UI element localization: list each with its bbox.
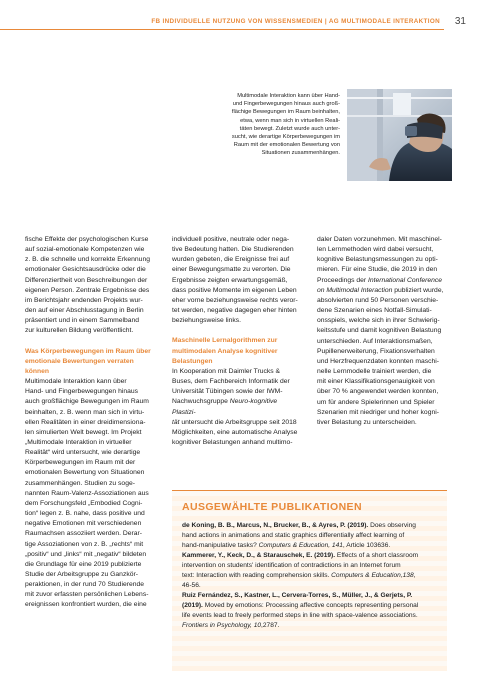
publications-box (172, 490, 447, 671)
publication-entry: Kammerer, Y., Keck, D., & Starauschek, E. (2019). Effects of a short classroom intervention on students' identification of contradictions in an Internet forum text: Interaction with reading comprehension skills. Computers & Education,138, 46-56. (182, 552, 419, 589)
running-title: FB INDIVIDUELLE NUTZUNG VON WISSENSMEDIEN | AG MULTIMODALE INTERAKTION (151, 18, 440, 25)
publication-entry: Ruiz Fernández, S., Kastner, L., Cervera-Torres, S., Müller, J., & Gerjets, P. (2019). Moved by emotions: Processing affective concepts representing personal life events lead to freely performed steps in line with space-valence associations. Frontiers in Psychology, 10,2787. (182, 592, 419, 629)
caption-line: sucht, wie derartige Körperbewegungen im (231, 134, 340, 141)
header-rule (0, 29, 444, 30)
section-heading: Maschinelle Lernalgorithmen zur multimodalen Analyse kognitiver Belastungen (172, 337, 278, 365)
photo-caption (180, 92, 340, 158)
publications-list (182, 521, 440, 631)
caption-line: Situationen zusammenhängen. (261, 150, 340, 157)
page-number: 31 (454, 16, 466, 27)
publications-title: AUSGEWÄHLTE PUBLIKATIONEN (182, 501, 362, 513)
photo-illustration (347, 89, 452, 181)
caption-line: etwa, wenn man sich in virtuellen Reali- (240, 117, 340, 124)
section-heading: Was Körperbewegungen im Raum über emotionale Bewertungen verraten können (25, 347, 151, 375)
text-column-3 (317, 235, 445, 428)
text-column-2 (172, 235, 300, 448)
caption-line: Raum mit der emotionalen Bewertung von (233, 142, 340, 149)
caption-line: täten bewegt. Zuletzt wurde auch unter- (239, 125, 340, 132)
paragraph: fische Effekte der psychologischen Kurse auf sozial-emotionale Kompetenzen wie z. B. die schnelle und korrekte Erkennung emotionaler Gesichtsausdrücke oder die Differenziertheit von Beschreibungen der eigenen Person. Zentrale Ergebnisse des im Berichtsjahr endenden Projekts wur- den auf einer Abschlusstagung in Berlin präsentiert und in einem Sammelband zur kulturellen Bildung veröffentlicht. (25, 236, 150, 335)
caption-line: und Fingerbewegungen hinaus auch groß- (232, 101, 340, 108)
vr-headset-photo (347, 89, 452, 181)
text-column-1 (25, 235, 153, 611)
paragraph: individuell positive, neutrale oder nega- tive Bedeutung hatten. Die Studierenden wurden gebeten, die Ereignisse frei auf einer Bewegungsmatte zu verorten. Die Ergebnisse zeigten erwartungsgemäß, dass positive Momente im eigenen Leben eher vorne beziehungsweise rechts veror- tet werden, negative dagegen eher hinten beziehungsweise links. (172, 236, 298, 325)
paragraph: daler Daten vorzunehmen. Mit maschinel- len Lernmethoden wird dabei versucht, kognitive Belastungsmessungen zu opti- mieren. Für eine Studie, die 2019 in den Proceedings der International Conference on Multimodal Interaction publiziert wurde, absolvierten rund 50 Personen verschie- dene Szenarien eines Notfall-Simulati- onsspiels, welche sich in ihrer Schwierig- keitsstufe und damit kognitiven Belastung unterschieden. Auf Interaktionsmaßen, Pupillenerweiterung, Fixationsverhalten und Herzfrequenzdaten konnten maschi- nelle Lernmodelle trainiert werden, die mit einer Klassifikationsgenauigkeit von über 70 % angewendet werden konnten, um für andere Spielerinnen und Spieler Szenarien mit niedriger und hoher kogni- tiver Belastung zu unterscheiden. (317, 236, 444, 426)
paragraph: Multimodale Interaktion kann über Hand- und Fingerbewegungen hinaus auch großflächige Bewegungen im Raum beinhalten, z. B. wenn man sich in virtu- ellen Realitäten in einer dreidimensiona- len simulierten Welt bewegt. Im Projekt „Multimodale Interaktion in virtueller Realität“ wird untersucht, wie derartige Körperbewegungen im Raum mit der emotionalen Bewertung von Situationen zusammenhängen. Studien zu soge- nannten Raum-Valenz-Assoziationen aus dem Forschungsfeld „Embodied Cogni- tion“ legen z. B. nahe, dass positive und negative Emotionen mit verschiedenen Raumachsen assoziiert werden. Derar- tige Assoziationen von z. B. „rechts“ mit „positiv“ und „links“ mit „negativ“ bildeten die Grundlage für eine 2019 publizierte Studie der Arbeitsgruppe zu Ganzkör- peraktionen, in der rund 70 Studierende mit zuvor erfassten persönlichen Lebens- ereignissen konfrontiert wurden, die eine (25, 378, 149, 609)
paragraph: In Kooperation mit Daimler Trucks & Buses, dem Fachbereich Informatik der Universität Tübingen sowie der IWM- Nachwuchsgruppe Neuro-kognitive Plastizi- tät untersucht die Arbeitsgruppe seit 2018 Möglichkeiten, eine automatische Analyse kognitiver Belastungen anhand multimo- (172, 367, 298, 446)
publication-entry: de Koning, B. B., Marcus, N., Brucker, B., & Ayres, P. (2019). Does observing hand actions in animations and static graphics differentially affect learning of hand-manipulative tasks? Computers & Education, 141, Article 103636. (182, 522, 416, 549)
caption-line: Multimodale Interaktion kann über Hand- (237, 93, 340, 99)
caption-line: flächige Bewegungen im Raum beinhalten, (231, 109, 340, 116)
page-header (0, 14, 480, 30)
